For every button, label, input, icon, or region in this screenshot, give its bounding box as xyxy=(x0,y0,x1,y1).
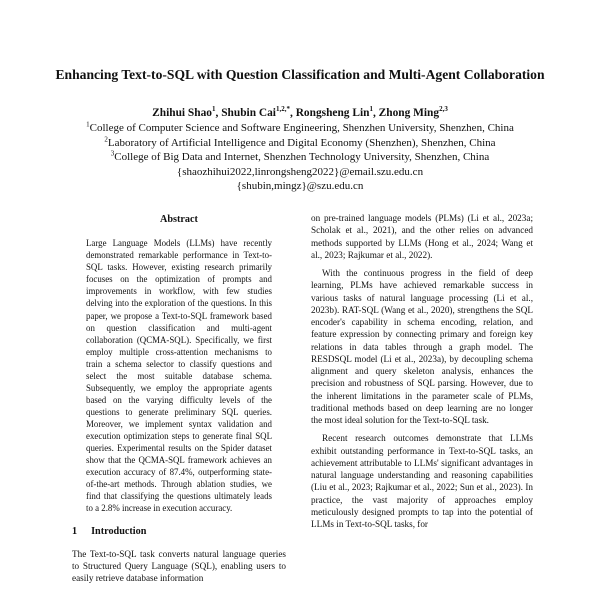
abstract-heading: Abstract xyxy=(160,214,198,225)
section-number: 1 xyxy=(72,526,78,538)
affil-marker: 2 xyxy=(104,134,108,143)
author-affil-marker: 2,3 xyxy=(439,105,448,114)
affiliation-line xyxy=(30,121,570,136)
paper-title: Enhancing Text-to-SQL with Question Classification and Multi-Agent Collaboration xyxy=(55,67,545,82)
right-column xyxy=(311,212,533,530)
author-name: Shubin Cai xyxy=(221,107,276,119)
abstract-text: Large Language Models (LLMs) have recently demonstrated remarkable performance in Text-to-SQL tasks. However, existing research primarily focuses on the optimization of prompts and improvements in workflow, with few studies delving into the exploration of the questions. In this paper, we propose a Text-to-SQL framework based on question classification and multi-agent collaboration (QCMA-SQL). Specifically, we first employ multiple cross-attention mechanisms to train a schema selector to classify questions and select the most suitable database schema. Subsequently, we employ the appropriate agents based on the varying difficulty levels of the questions to generate preliminary SQL queries. Moreover, we implement syntax validation and execution optimization steps to generate final SQL queries. Experimental results on the Spider dataset show that the QCMA-SQL framework achieves an execution accuracy of 87.4%, outperforming state-of-the-art methods. Through ablation studies, we find that classifying the questions ultimately leads to a 2.8% increase in execution accuracy. xyxy=(86,238,272,514)
author-name: Zhihui Shao xyxy=(152,107,212,119)
author-name: Zhong Ming xyxy=(378,107,440,119)
affiliation-text: College of Computer Science and Software Engineering, Shenzhen University, Shenzhen, China xyxy=(89,122,514,134)
affil-marker: 1 xyxy=(86,120,90,129)
affil-marker: 3 xyxy=(110,149,115,158)
author-affil-marker: 1 xyxy=(369,105,373,114)
affiliation-text: College of Big Data and Internet, Shenzhen Technology University, Shenzhen, China xyxy=(114,151,490,164)
affiliations xyxy=(30,121,570,194)
email-line: {shubin,mingz}@szu.edu.cn xyxy=(236,180,364,193)
left-column xyxy=(72,214,286,584)
body-paragraph: on pre-trained language models (PLMs) (Li et al., 2023a; Scholak et al., 2021), and the other relies on advanced methods supported by LLMs (Hong et al., 2024; Wang et al., 2023; Rajkumar et al., 2022). xyxy=(311,213,533,260)
affiliation-line xyxy=(30,136,570,151)
author-affil-marker: 1 xyxy=(212,105,216,114)
author-list: Zhihui Shao$^1$, Shubin Cai$^{1,2,*}$, Rongsheng Lin$^1$, Zhong Ming$^{2,3}$ xyxy=(152,105,448,119)
body-paragraph: With the continuous progress in the field of deep learning, PLMs have achieved remarkable success in various tasks of natural language processing (Li et al., 2023b). RAT-SQL (Wang et al., 2020), strengthens the SQL encoder's capability in schema encoding, relation, and feature expression by connecting primary and foreign key relations in data tables through a graph model. The RESDSQL model (Li et al., 2023a), by decoupling schema alignment and query skeleton analysis, enhances the precision and robustness of SQL parsing. However, due to the inherent limitations in the parameter scale of PLMs, traditional methods based on deep learning are no longer the most ideal solution for the Text-to-SQL task. xyxy=(311,268,533,425)
body-paragraph: Recent research outcomes demonstrate that LLMs exhibit outstanding performance in Text-to-SQL tasks, an achievement attributable to LLMs' significant advantages in natural language understanding and reasoning capabilities (Liu et al., 2023; Rajkumar et al., 2022; Sun et al., 2023). In practice, the vast majority of approaches employ meticulously designed prompts to tap into the potential of LLMs in Text-to-SQL tasks, for xyxy=(311,433,533,529)
author-name: Rongsheng Lin xyxy=(295,107,370,119)
email-line: {shaozhihui2022,linrongsheng2022}@email.szu.edu.cn xyxy=(176,165,424,178)
author-affil-marker: 1,2,* xyxy=(275,105,290,114)
intro-paragraph: The Text-to-SQL task converts natural language queries to Structured Query Language (SQL), enabling users to easily retrieve database information xyxy=(72,548,286,584)
section-heading xyxy=(72,526,286,538)
section-title: Introduction xyxy=(91,526,147,538)
affiliation-line xyxy=(30,150,570,165)
affiliation-text: Laboratory of Artificial Intelligence and Digital Economy (Shenzhen), Shenzhen, China xyxy=(107,136,496,149)
